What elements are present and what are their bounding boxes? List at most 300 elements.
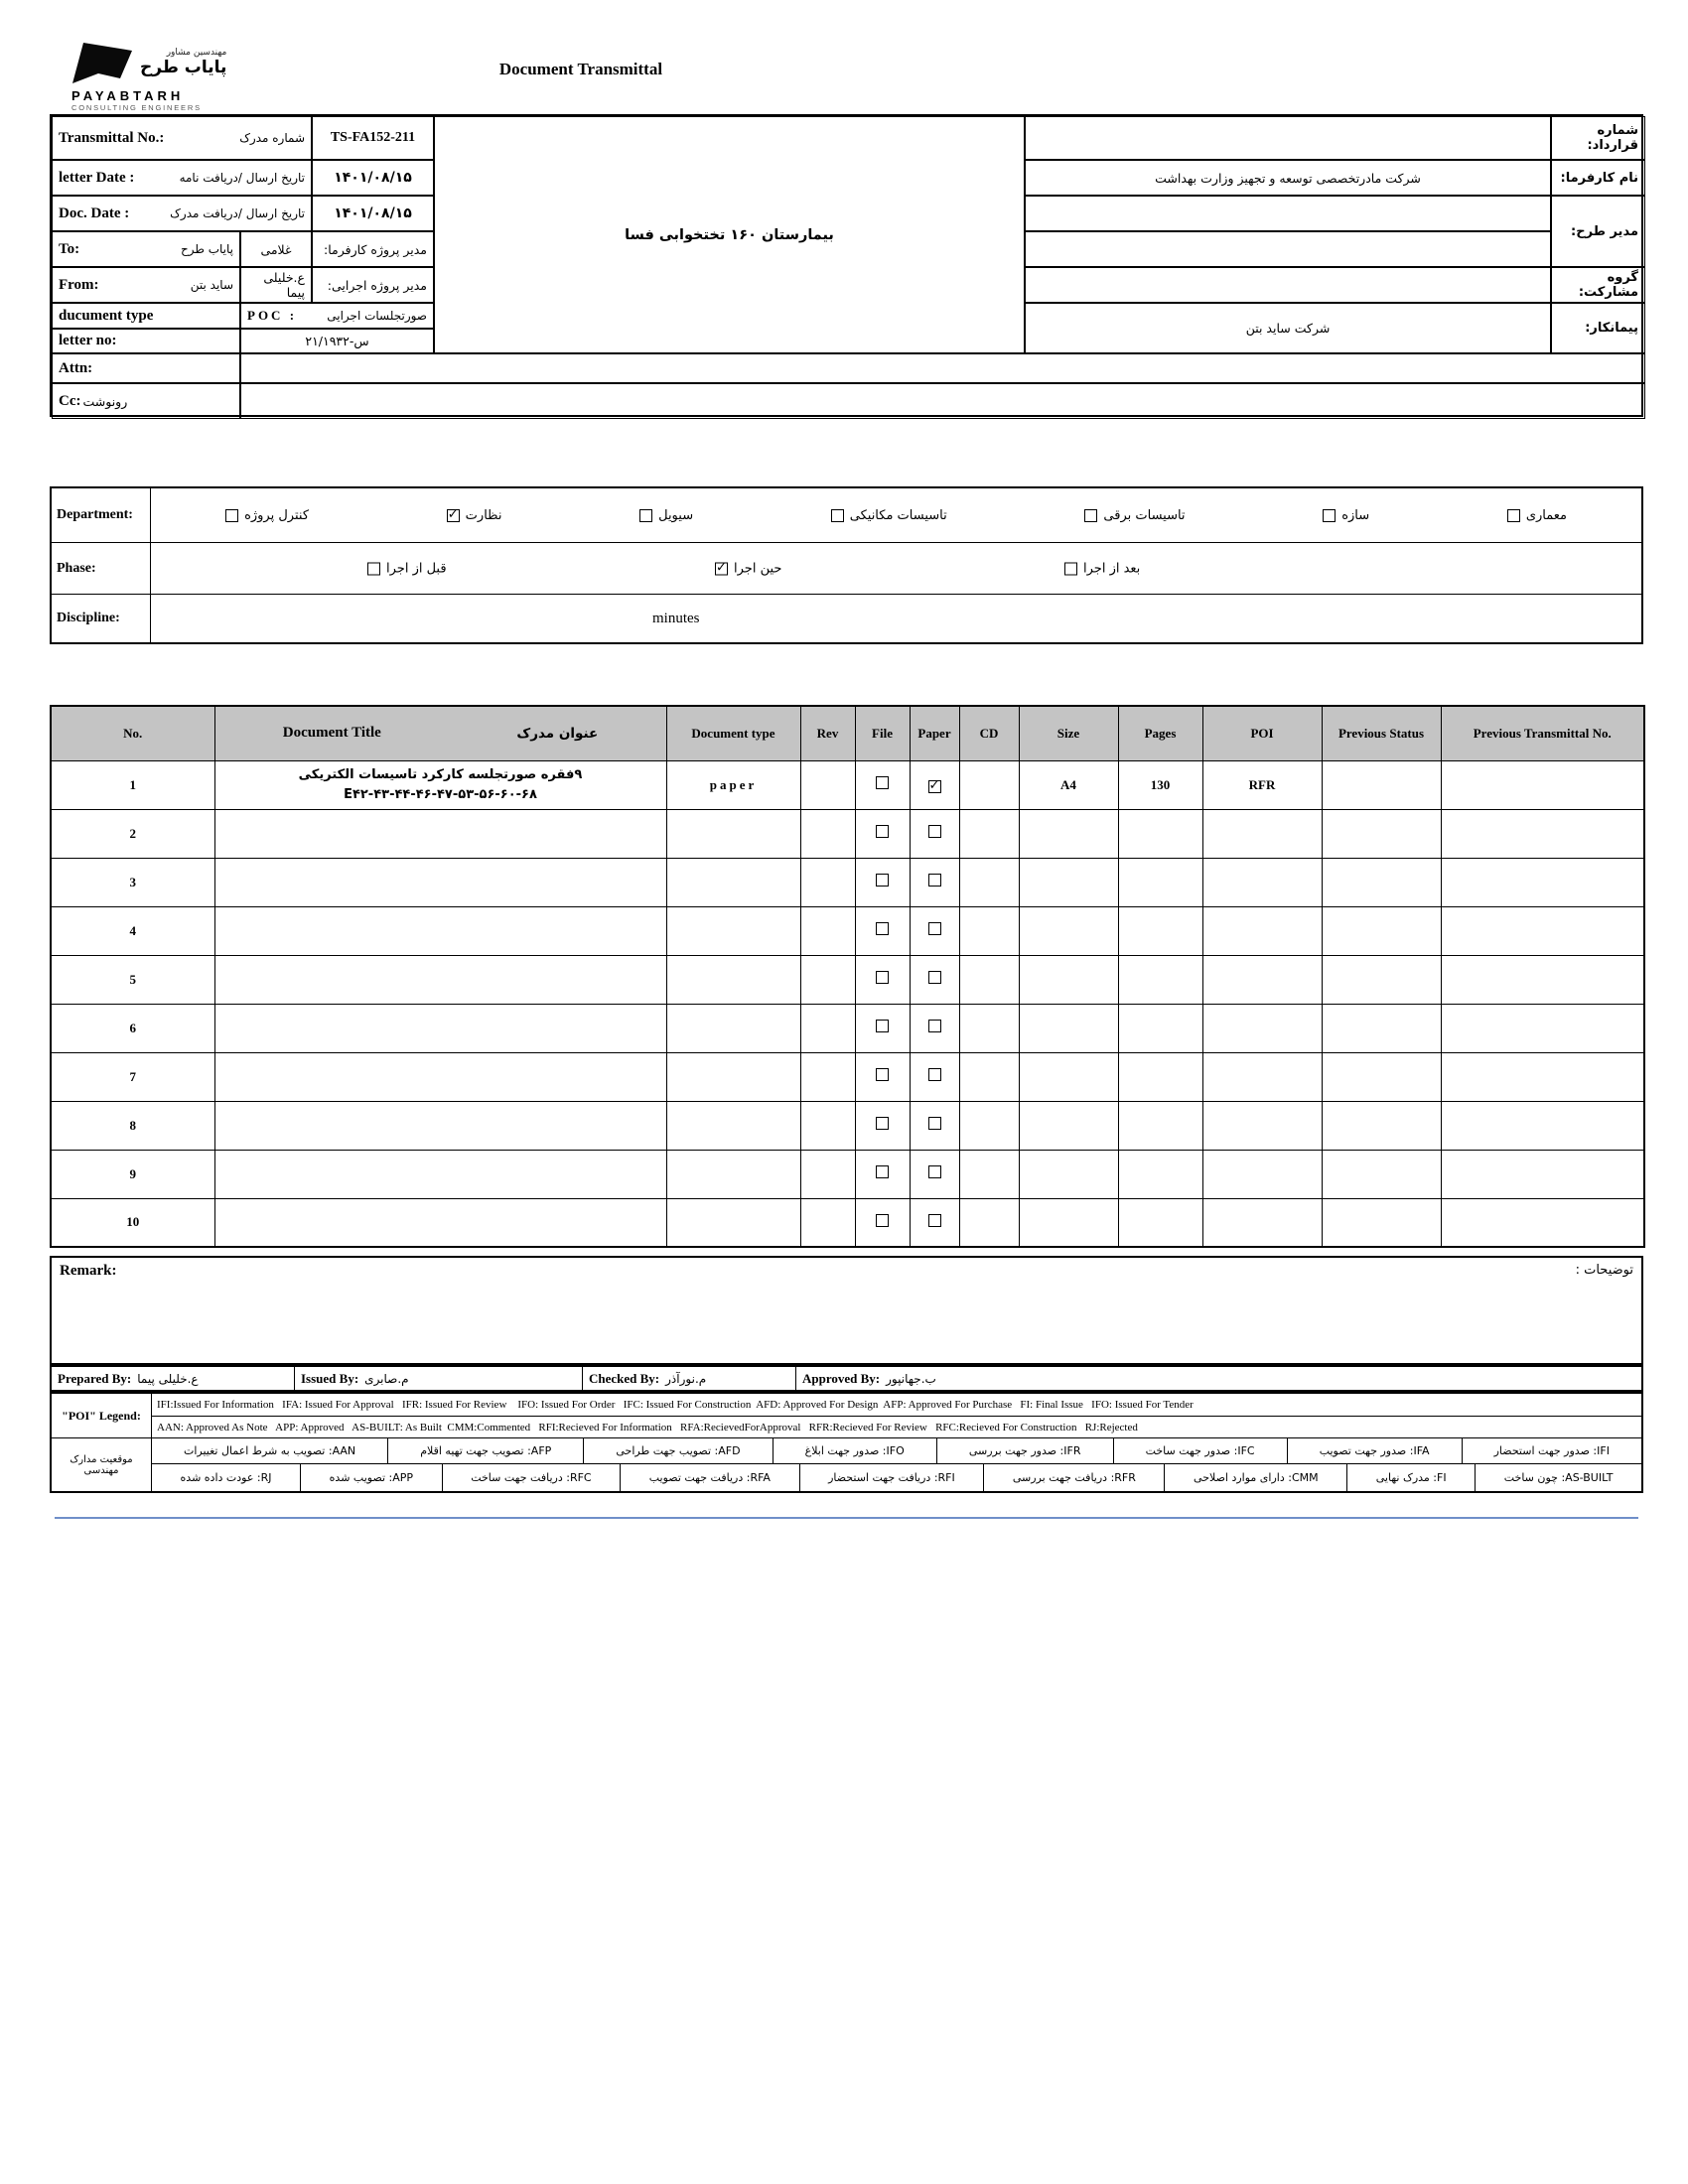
department-checkbox[interactable] (831, 509, 844, 522)
approved-by-name: ب.جهانپور (886, 1371, 936, 1386)
prev-transmittal-cell (1441, 906, 1644, 955)
file-cell-checkbox[interactable] (876, 874, 889, 887)
file-cell (855, 1150, 910, 1198)
prev-status-cell (1322, 1101, 1441, 1150)
department-option-label: تاسیسات مکانیکی (849, 507, 947, 523)
row-number-cell: 8 (51, 1101, 214, 1150)
logo-name-fa: پایاب طرح (140, 58, 227, 77)
poi-cell (1202, 1052, 1322, 1101)
file-cell-checkbox[interactable] (876, 1068, 889, 1081)
table-row (51, 1101, 1644, 1150)
doc-type-cell (666, 1004, 800, 1052)
row-number-cell: 6 (51, 1004, 214, 1052)
file-cell (855, 858, 910, 906)
file-cell-checkbox[interactable] (876, 1214, 889, 1227)
contract-no-label: شماره قرارداد: (1551, 116, 1645, 160)
size-cell (1019, 858, 1118, 906)
phase-row (52, 543, 1641, 595)
doc-date-label-cell (52, 196, 312, 231)
row-number-cell: 4 (51, 906, 214, 955)
cd-cell (959, 809, 1019, 858)
pages-cell: 130 (1118, 760, 1202, 809)
letter-date-label-en: letter Date : (59, 169, 135, 186)
size-cell (1019, 1150, 1118, 1198)
department-option-label: سازه (1341, 507, 1370, 523)
rev-cell (800, 1004, 855, 1052)
col-header-title-en: Document Title (282, 725, 381, 742)
prev-transmittal-cell (1441, 809, 1644, 858)
checked-by-cell (583, 1367, 796, 1390)
approved-by-label: Approved By: (802, 1370, 881, 1386)
rev-cell (800, 1150, 855, 1198)
transmittal-no-value: TS-FA152-211 (312, 116, 434, 160)
legend-item: IFR: صدور جهت بررسی (936, 1438, 1113, 1463)
department-option-label: کنترل پروژه (244, 507, 310, 523)
paper-cell (910, 906, 959, 955)
bottom-rule (55, 1517, 1638, 1519)
doc-title-cell (214, 1150, 666, 1198)
department-option (447, 508, 502, 523)
rev-cell (800, 906, 855, 955)
phase-option-label: قبل از اجرا (386, 561, 447, 576)
cc-label-fa: رونوشت (82, 393, 128, 409)
col-header-title-fa: عنوان مدرک (516, 725, 599, 742)
row-number-cell: 7 (51, 1052, 214, 1101)
poi-legend-side-label: موقعیت مدارک مهندسی (52, 1437, 151, 1491)
doc-type-cell (666, 1101, 800, 1150)
design-manager-value-cell-2 (1025, 231, 1551, 267)
to-company: پایاب طرح (180, 242, 233, 256)
row-number-cell: 3 (51, 858, 214, 906)
file-cell-checkbox[interactable] (876, 1020, 889, 1032)
poi-cell (1202, 858, 1322, 906)
doc-date-label-fa: تاریخ ارسال /دریافت مدرک (170, 206, 305, 220)
file-cell-checkbox[interactable] (876, 922, 889, 935)
pages-cell (1118, 1004, 1202, 1052)
poi-cell (1202, 1004, 1322, 1052)
col-header-poi: POI (1202, 706, 1322, 760)
table-row (51, 1198, 1644, 1247)
col-header-paper: Paper (910, 706, 959, 760)
prepared-by-cell (52, 1367, 295, 1390)
letter-no-value: س-۲۱/۱۹۳۲ (240, 329, 434, 353)
prev-status-cell (1322, 1150, 1441, 1198)
doc-type-cell (666, 955, 800, 1004)
discipline-value-cell (151, 595, 1641, 642)
department-option (639, 508, 693, 523)
file-cell-checkbox[interactable] (876, 1165, 889, 1178)
size-cell (1019, 809, 1118, 858)
prev-status-cell (1322, 760, 1441, 809)
department-label: Department: (52, 488, 151, 542)
cc-value-cell (240, 383, 1645, 419)
doc-title-cell (214, 1052, 666, 1101)
doc-type-cell (666, 906, 800, 955)
file-cell (855, 1198, 910, 1247)
transmittal-header-table (50, 114, 1643, 417)
pages-cell (1118, 955, 1202, 1004)
doc-type-cell (666, 858, 800, 906)
document-list-table (50, 705, 1645, 1248)
phase-option (1064, 561, 1140, 576)
poi-cell (1202, 809, 1322, 858)
doc-title-cell (214, 1101, 666, 1150)
table-row (51, 809, 1644, 858)
from-company: ساید بتن (190, 278, 233, 292)
cd-cell (959, 1198, 1019, 1247)
checked-by-name: م.نورآذر (665, 1371, 707, 1386)
department-options (151, 488, 1641, 542)
prev-transmittal-cell (1441, 1150, 1644, 1198)
poi-legend-title: "POI" Legend: (62, 1408, 141, 1423)
document-type-label: ducument type (52, 303, 240, 329)
legend-item: APP: تصویب شده (300, 1464, 442, 1491)
rev-cell (800, 1101, 855, 1150)
to-cell (52, 231, 240, 267)
cd-cell (959, 1101, 1019, 1150)
department-checkbox[interactable] (1084, 509, 1097, 522)
department-option-label: معماری (1525, 507, 1567, 523)
from-role: مدیر پروژه اجرایی: (312, 267, 434, 303)
table-row (51, 1004, 1644, 1052)
document-type-value: صورتجلسات اجرایی (327, 309, 427, 323)
prev-status-cell (1322, 1004, 1441, 1052)
paper-cell-checkbox[interactable] (928, 1117, 941, 1130)
size-cell (1019, 1052, 1118, 1101)
client-name-value: شرکت مادرتخصصی توسعه و تجهیز وزارت بهداشت (1025, 160, 1551, 196)
pages-cell (1118, 1150, 1202, 1198)
phase-option (367, 561, 447, 576)
discipline-row (52, 595, 1641, 642)
logo-name-en: PAYABTARH (71, 88, 185, 103)
doc-type-cell (666, 1052, 800, 1101)
col-header-size: Size (1019, 706, 1118, 760)
prev-status-cell (1322, 858, 1441, 906)
prev-transmittal-cell (1441, 1198, 1644, 1247)
document-type-code: POC : (247, 308, 298, 323)
letter-no-label: letter no: (52, 329, 240, 353)
legend-item: IFA: صدور جهت تصویب (1287, 1438, 1462, 1463)
prev-transmittal-cell (1441, 858, 1644, 906)
prev-transmittal-cell (1441, 1004, 1644, 1052)
prev-status-cell (1322, 906, 1441, 955)
doc-title-cell (214, 1198, 666, 1247)
legend-item: RFC: دریافت جهت ساخت (442, 1464, 621, 1491)
poi-legend (50, 1392, 1643, 1493)
doc-date-label-en: Doc. Date : (59, 205, 130, 221)
phase-options (151, 543, 1641, 594)
doc-type-cell (666, 1150, 800, 1198)
pages-cell (1118, 858, 1202, 906)
prev-status-cell (1322, 955, 1441, 1004)
table-row (51, 906, 1644, 955)
from-cell (52, 267, 240, 303)
transmittal-no-label-en: Transmittal No.: (59, 129, 165, 146)
prev-status-cell (1322, 1198, 1441, 1247)
department-option (1084, 508, 1185, 523)
prev-status-cell (1322, 1052, 1441, 1101)
project-name: بیمارستان ۱۶۰ تختخوابی فسا (434, 116, 1025, 353)
cd-cell (959, 955, 1019, 1004)
col-header-file: File (855, 706, 910, 760)
doc-table-body (51, 760, 1644, 1247)
table-row (51, 1150, 1644, 1198)
letter-date-label-cell (52, 160, 312, 196)
phase-option-label: حین اجرا (734, 561, 782, 576)
pages-cell (1118, 906, 1202, 955)
legend-item: AS-BUILT: چون ساخت (1475, 1464, 1641, 1491)
to-person: غلامی (240, 231, 312, 267)
size-cell (1019, 1198, 1118, 1247)
cc-label-en: Cc: (59, 392, 81, 409)
col-header-no: No. (51, 706, 214, 760)
signature-row (50, 1365, 1643, 1392)
paper-cell (910, 1052, 959, 1101)
doc-type-cell (666, 1198, 800, 1247)
prev-transmittal-cell (1441, 1052, 1644, 1101)
checked-by-label: Checked By: (589, 1370, 660, 1386)
file-cell-checkbox[interactable] (876, 825, 889, 838)
doc-title-cell: ۹فقره صورتجلسه کارکرد تاسیسات الکتریکی E۴۲-۴۳-۴۴-۴۶-۴۷-۵۳-۵۶-۶۰-۶۸ (214, 760, 666, 809)
paper-cell-checkbox[interactable] (928, 825, 941, 838)
poi-cell: RFR (1202, 760, 1322, 809)
department-row (52, 488, 1641, 543)
pages-cell (1118, 1198, 1202, 1247)
rev-cell (800, 1052, 855, 1101)
department-checkbox[interactable] (1507, 509, 1520, 522)
prev-transmittal-cell (1441, 1101, 1644, 1150)
phase-option-label: بعد از اجرا (1083, 561, 1141, 576)
contract-no-value-cell (1025, 116, 1551, 160)
department-option (1323, 508, 1369, 523)
prepared-by-name: ع.خلیلی پیما (137, 1371, 199, 1386)
rev-cell (800, 955, 855, 1004)
logo-subtitle: CONSULTING ENGINEERS (71, 103, 202, 112)
issued-by-label: Issued By: (301, 1370, 359, 1386)
contractor-label: پیمانکار: (1551, 303, 1645, 353)
size-cell: A4 (1019, 760, 1118, 809)
col-header-prev-transmittal: Previous Transmittal No. (1441, 706, 1644, 760)
doc-title-cell (214, 1004, 666, 1052)
from-person: ع.خلیلی پیما (240, 267, 312, 303)
poi-cell (1202, 1101, 1322, 1150)
row-number-cell: 9 (51, 1150, 214, 1198)
letter-date-value: ۱۴۰۱/۰۸/۱۵ (312, 160, 434, 196)
cd-cell (959, 858, 1019, 906)
col-header-cd: CD (959, 706, 1019, 760)
to-label: To: (59, 240, 80, 257)
legend-item: IFI: صدور جهت استحضار (1462, 1438, 1641, 1463)
poi-cell (1202, 955, 1322, 1004)
paper-cell (910, 1198, 959, 1247)
size-cell (1019, 955, 1118, 1004)
rev-cell (800, 1198, 855, 1247)
department-option (1507, 508, 1567, 523)
poi-cell (1202, 1198, 1322, 1247)
legend-item: AFD: تصویب جهت طراحی (583, 1438, 772, 1463)
cc-label-cell (52, 383, 240, 419)
department-option (225, 508, 309, 523)
row-number-cell: 10 (51, 1198, 214, 1247)
payabtarh-logo-icon (71, 40, 133, 85)
doc-title-cell (214, 858, 666, 906)
cd-cell (959, 1150, 1019, 1198)
cd-cell (959, 760, 1019, 809)
client-name-label: نام کارفرما: (1551, 160, 1645, 196)
logo-tagline: مهندسین مشاور (166, 48, 227, 58)
from-label: From: (59, 276, 99, 293)
legend-item: AFP: تصویب جهت تهیه اقلام (387, 1438, 583, 1463)
rev-cell (800, 760, 855, 809)
transmittal-no-label-cell (52, 116, 312, 160)
file-cell (855, 760, 910, 809)
row-number-cell: 2 (51, 809, 214, 858)
cd-cell (959, 1052, 1019, 1101)
paper-cell-checkbox[interactable] (928, 922, 941, 935)
size-cell (1019, 906, 1118, 955)
issued-by-cell (295, 1367, 583, 1390)
phase-checkbox[interactable] (367, 562, 380, 575)
discipline-value: minutes (652, 610, 700, 626)
paper-cell (910, 858, 959, 906)
department-option (831, 508, 947, 523)
legend-item: IFO: صدور جهت ابلاغ (773, 1438, 936, 1463)
legend-item: RFA: دریافت جهت تصویب (620, 1464, 798, 1491)
paper-cell-checkbox[interactable] (928, 971, 941, 984)
table-row (51, 955, 1644, 1004)
legend-item: RJ: عودت داده شده (180, 1471, 272, 1484)
file-cell-checkbox[interactable] (876, 1117, 889, 1130)
paper-cell (910, 809, 959, 858)
remark-section (50, 1256, 1643, 1365)
remark-label-fa: توضیحات : (1575, 1263, 1633, 1278)
doc-table-header-row (51, 706, 1644, 760)
file-cell (855, 955, 910, 1004)
table-row (51, 858, 1644, 906)
file-cell-checkbox[interactable] (876, 971, 889, 984)
paper-cell (910, 1150, 959, 1198)
paper-cell (910, 1101, 959, 1150)
contractor-value: شرکت ساید بتن (1025, 303, 1551, 353)
company-logo (71, 40, 260, 112)
department-checkbox[interactable]: ✓ (447, 506, 459, 522)
prepared-by-label: Prepared By: (58, 1370, 132, 1386)
legend-item: CMM: دارای موارد اصلاحی (1164, 1464, 1346, 1491)
doc-type-cell (666, 809, 800, 858)
prev-status-cell (1322, 809, 1441, 858)
table-row (51, 1052, 1644, 1101)
prev-transmittal-cell (1441, 955, 1644, 1004)
paper-cell-checkbox[interactable] (928, 1020, 941, 1032)
department-checkbox[interactable] (639, 509, 652, 522)
row-number-cell: 5 (51, 955, 214, 1004)
col-header-title (214, 706, 666, 760)
department-checkbox[interactable] (1323, 509, 1336, 522)
letter-date-label-fa: تاریخ ارسال /دریافت نامه (179, 171, 305, 185)
rev-cell (800, 858, 855, 906)
doc-title-cell (214, 955, 666, 1004)
paper-cell-checkbox[interactable] (928, 874, 941, 887)
document-type-value-cell (240, 303, 434, 329)
legend-item: FI: مدرک نهایی (1346, 1464, 1475, 1491)
issued-by-name: م.صابری (364, 1371, 409, 1386)
poi-cell (1202, 906, 1322, 955)
col-header-pages: Pages (1118, 706, 1202, 760)
pages-cell (1118, 1101, 1202, 1150)
col-header-rev: Rev (800, 706, 855, 760)
attn-label: Attn: (52, 353, 240, 383)
design-manager-label: مدیر طرح: (1551, 196, 1645, 267)
phase-option (715, 561, 781, 576)
legend-item: RFI: دریافت جهت استحضار (799, 1464, 984, 1491)
paper-cell-checkbox[interactable] (928, 1165, 941, 1178)
file-cell-checkbox[interactable] (876, 776, 889, 789)
legend-item: IFC: صدور جهت ساخت (1113, 1438, 1287, 1463)
pages-cell (1118, 809, 1202, 858)
classification-table (50, 486, 1643, 644)
poi-cell (1202, 1150, 1322, 1198)
paper-cell-checkbox[interactable]: ✓ (928, 777, 940, 793)
cd-cell (959, 906, 1019, 955)
discipline-label: Discipline: (52, 595, 151, 642)
attn-value-cell (240, 353, 1645, 383)
jv-group-label: گروه مشارکت: (1551, 267, 1645, 303)
col-header-prev-status: Previous Status (1322, 706, 1441, 760)
poi-legend-en-row-2: AAN: Approved As Note APP: Approved AS-BUILT: As Built CMM:Commented RFI:Recieved For Information RFA:RecievedForApproval RFR:Recieved For Review RFC:Recieved For Construction RJ:Rejected (151, 1416, 1641, 1437)
doc-type-cell: paper (666, 760, 800, 809)
jv-group-value-cell (1025, 267, 1551, 303)
file-cell (855, 906, 910, 955)
file-cell (855, 1052, 910, 1101)
phase-label: Phase: (52, 543, 151, 594)
paper-cell-checkbox[interactable] (928, 1214, 941, 1227)
row-number-cell: 1 (51, 760, 214, 809)
legend-item: RFR: دریافت جهت بررسی (983, 1464, 1164, 1491)
size-cell (1019, 1101, 1118, 1150)
to-role: مدیر پروژه کارفرما: (312, 231, 434, 267)
phase-checkbox[interactable]: ✓ (716, 560, 727, 575)
size-cell (1019, 1004, 1118, 1052)
transmittal-no-label-fa: شماره مدرک (239, 131, 305, 145)
cd-cell (959, 1004, 1019, 1052)
legend-fa-row-2 (151, 1463, 1641, 1491)
table-row (51, 760, 1644, 809)
file-cell (855, 1004, 910, 1052)
paper-cell (910, 955, 959, 1004)
page-title: Document Transmittal (498, 60, 663, 78)
paper-cell (910, 1004, 959, 1052)
department-option-label: نظارت (465, 507, 502, 523)
paper-cell (910, 760, 959, 809)
col-header-doctype: Document type (666, 706, 800, 760)
legend-fa-row-1 (151, 1437, 1641, 1463)
department-option-label: تاسیسات برقی (1103, 507, 1186, 523)
file-cell (855, 809, 910, 858)
doc-title-cell (214, 809, 666, 858)
legend-item: AAN: تصویب به شرط اعمال تغییرات (184, 1444, 356, 1457)
department-checkbox[interactable] (225, 509, 238, 522)
pages-cell (1118, 1052, 1202, 1101)
poi-legend-en-row-1: IFI:Issued For Information IFA: Issued For Approval IFR: Issued For Review IFO: Issued For Order IFC: Issued For Construction AFD: Approved For Design AFP: Approved For Purchase FI: Final Issue IFO: Issued For Tender (151, 1394, 1641, 1416)
doc-title-cell (214, 906, 666, 955)
design-manager-value-cell (1025, 196, 1551, 231)
prev-transmittal-cell (1441, 760, 1644, 809)
department-option-label: سیویل (658, 507, 694, 523)
rev-cell (800, 809, 855, 858)
phase-checkbox[interactable] (1064, 562, 1077, 575)
paper-cell-checkbox[interactable] (928, 1068, 941, 1081)
remark-label-en: Remark: (60, 1263, 117, 1279)
